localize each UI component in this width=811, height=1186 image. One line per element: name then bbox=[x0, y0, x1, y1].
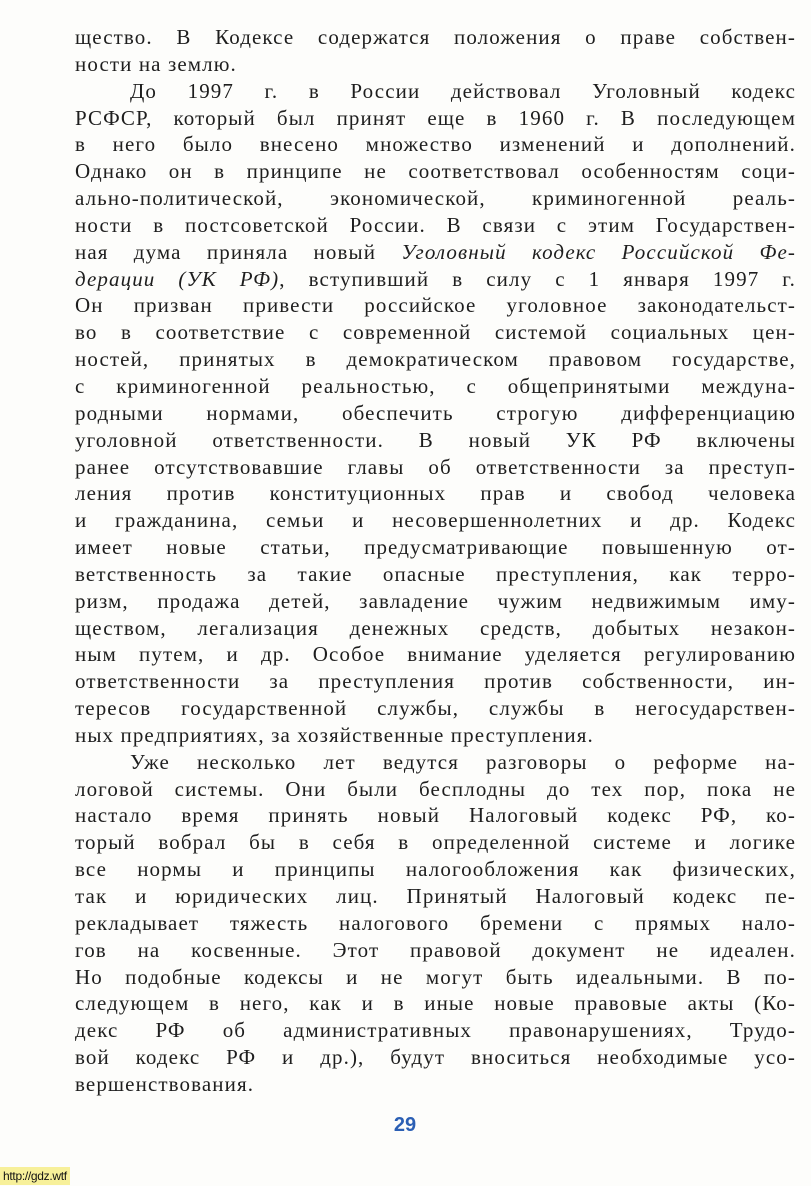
page-number: 29 bbox=[393, 1114, 417, 1136]
text-line bbox=[75, 1044, 796, 1071]
text-line bbox=[75, 292, 796, 319]
text-line bbox=[75, 561, 796, 588]
text-segment: ностей, принятых в демократическом правовом государстве, bbox=[75, 347, 796, 372]
text-segment: торый вобрал бы в себя в определенной системе и логике bbox=[75, 830, 796, 855]
text-segment: ных предприятиях, за хозяйственные преступления. bbox=[75, 722, 594, 747]
text-segment: До 1997 г. в России действовал Уголовный кодекс bbox=[130, 78, 796, 103]
text-segment: родными нормами, обеспечить строгую дифференциацию bbox=[75, 400, 796, 425]
text-line bbox=[75, 131, 796, 158]
text-segment: ально-политической, экономической, криминогенной реаль- bbox=[75, 186, 796, 211]
text-line bbox=[75, 51, 796, 78]
text-line bbox=[75, 24, 796, 51]
text-segment: следующем в него, как и в иные новые правовые акты (Ко- bbox=[75, 991, 796, 1016]
text-line bbox=[75, 1071, 796, 1098]
text-line bbox=[75, 78, 796, 105]
text-line bbox=[75, 722, 796, 749]
text-line bbox=[75, 427, 796, 454]
text-segment: Он призван привести российское уголовное законодательст- bbox=[75, 293, 796, 318]
text-segment: ности на землю. bbox=[75, 51, 237, 76]
text-line bbox=[75, 641, 796, 668]
watermark-link[interactable]: http://gdz.wtf bbox=[0, 1167, 70, 1185]
text-segment: вершенствования. bbox=[75, 1071, 255, 1096]
text-line bbox=[75, 185, 796, 212]
text-segment: ным путем, и др. Особое внимание уделяется регулированию bbox=[75, 642, 796, 667]
text-line bbox=[75, 319, 796, 346]
text-segment: гов на косвенные. Этот правовой документ не идеален. bbox=[75, 937, 796, 962]
text-segment: так и юридических лиц. Принятый Налоговый кодекс пе- bbox=[75, 884, 796, 908]
text-line bbox=[75, 668, 796, 695]
italic-text: дерации (УК РФ) bbox=[75, 266, 280, 291]
text-segment: уголовной ответственности. В новый УК РФ включены bbox=[75, 427, 796, 452]
text-line bbox=[75, 400, 796, 427]
text-segment: Но подобные кодексы и не могут быть идеальными. В по- bbox=[75, 964, 796, 989]
text-segment: настало время принять новый Налоговый кодекс РФ, ко- bbox=[75, 803, 796, 828]
text-line bbox=[75, 802, 796, 829]
text-segment: , вступивший в силу с 1 января 1997 г. bbox=[279, 266, 797, 291]
text-segment: и гражданина, семьи и несовершеннолетних и др. Кодекс bbox=[75, 508, 796, 533]
text-segment: РСФСР, который был принят еще в 1960 г. В последующем bbox=[75, 105, 796, 130]
text-segment: ответственности за преступления против собственности, ин- bbox=[75, 669, 796, 694]
body-text bbox=[75, 24, 796, 1098]
text-line bbox=[75, 749, 796, 776]
text-line bbox=[75, 373, 796, 400]
italic-text: Уголовный кодекс Российской Фе- bbox=[401, 239, 796, 264]
text-line bbox=[75, 829, 796, 856]
text-line bbox=[75, 346, 796, 373]
text-line bbox=[75, 266, 796, 293]
text-segment: ления против конституционных прав и свобод человека bbox=[75, 481, 796, 506]
text-line bbox=[75, 937, 796, 964]
text-line bbox=[75, 964, 796, 991]
text-segment: Однако он в принципе не соответствовал особенностям соци- bbox=[75, 159, 796, 184]
text-segment: в него было внесено множество изменений и дополнений. bbox=[75, 132, 796, 157]
text-segment: рекладывает тяжесть налогового бремени с прямых нало- bbox=[75, 910, 796, 935]
text-line bbox=[75, 480, 796, 507]
text-segment: с криминогенной реальностью, с общепринятыми междуна- bbox=[75, 373, 796, 398]
text-segment: Уже несколько лет ведутся разговоры о реформе на- bbox=[130, 749, 796, 774]
text-segment: логовой системы. Они были бесплодны до тех пор, пока не bbox=[75, 776, 796, 801]
text-line bbox=[75, 615, 796, 642]
text-line bbox=[75, 776, 796, 803]
text-line bbox=[75, 883, 796, 910]
text-line bbox=[75, 910, 796, 937]
text-segment: все нормы и принципы налогообложения как физических, bbox=[75, 857, 796, 882]
text-segment: имеет новые статьи, предусматривающие повышенную от- bbox=[75, 535, 796, 560]
text-line bbox=[75, 105, 796, 132]
text-line bbox=[75, 534, 796, 561]
text-segment: ществом, легализация денежных средств, добытых незакон- bbox=[75, 615, 796, 640]
text-segment: вой кодекс РФ и др.), будут вноситься необходимые усо- bbox=[75, 1045, 796, 1070]
text-line bbox=[75, 507, 796, 534]
text-segment: тересов государственной службы, службы в негосударствен- bbox=[75, 696, 796, 721]
text-line bbox=[75, 856, 796, 883]
text-line bbox=[75, 239, 796, 266]
text-segment: ветственность за такие опасные преступления, как терро- bbox=[75, 561, 796, 586]
text-line bbox=[75, 990, 796, 1017]
text-line bbox=[75, 454, 796, 481]
text-line bbox=[75, 588, 796, 615]
text-segment: ная дума приняла новый bbox=[75, 239, 402, 264]
text-segment: во в соответствие с современной системой социальных цен- bbox=[75, 320, 796, 345]
text-line bbox=[75, 1017, 796, 1044]
text-segment: ранее отсутствовавшие главы об ответственности за преступ- bbox=[75, 454, 796, 479]
text-segment: щество. В Кодексе содержатся положения о праве собствен- bbox=[75, 25, 796, 49]
text-line bbox=[75, 695, 796, 722]
text-segment: ризм, продажа детей, завладение чужим недвижимым иму- bbox=[75, 588, 796, 613]
text-line bbox=[75, 158, 796, 185]
text-segment: ности в постсоветской России. В связи с этим Государствен- bbox=[75, 212, 796, 237]
text-line bbox=[75, 212, 796, 239]
text-segment: декс РФ об административных правонарушениях, Трудо- bbox=[75, 1018, 796, 1043]
